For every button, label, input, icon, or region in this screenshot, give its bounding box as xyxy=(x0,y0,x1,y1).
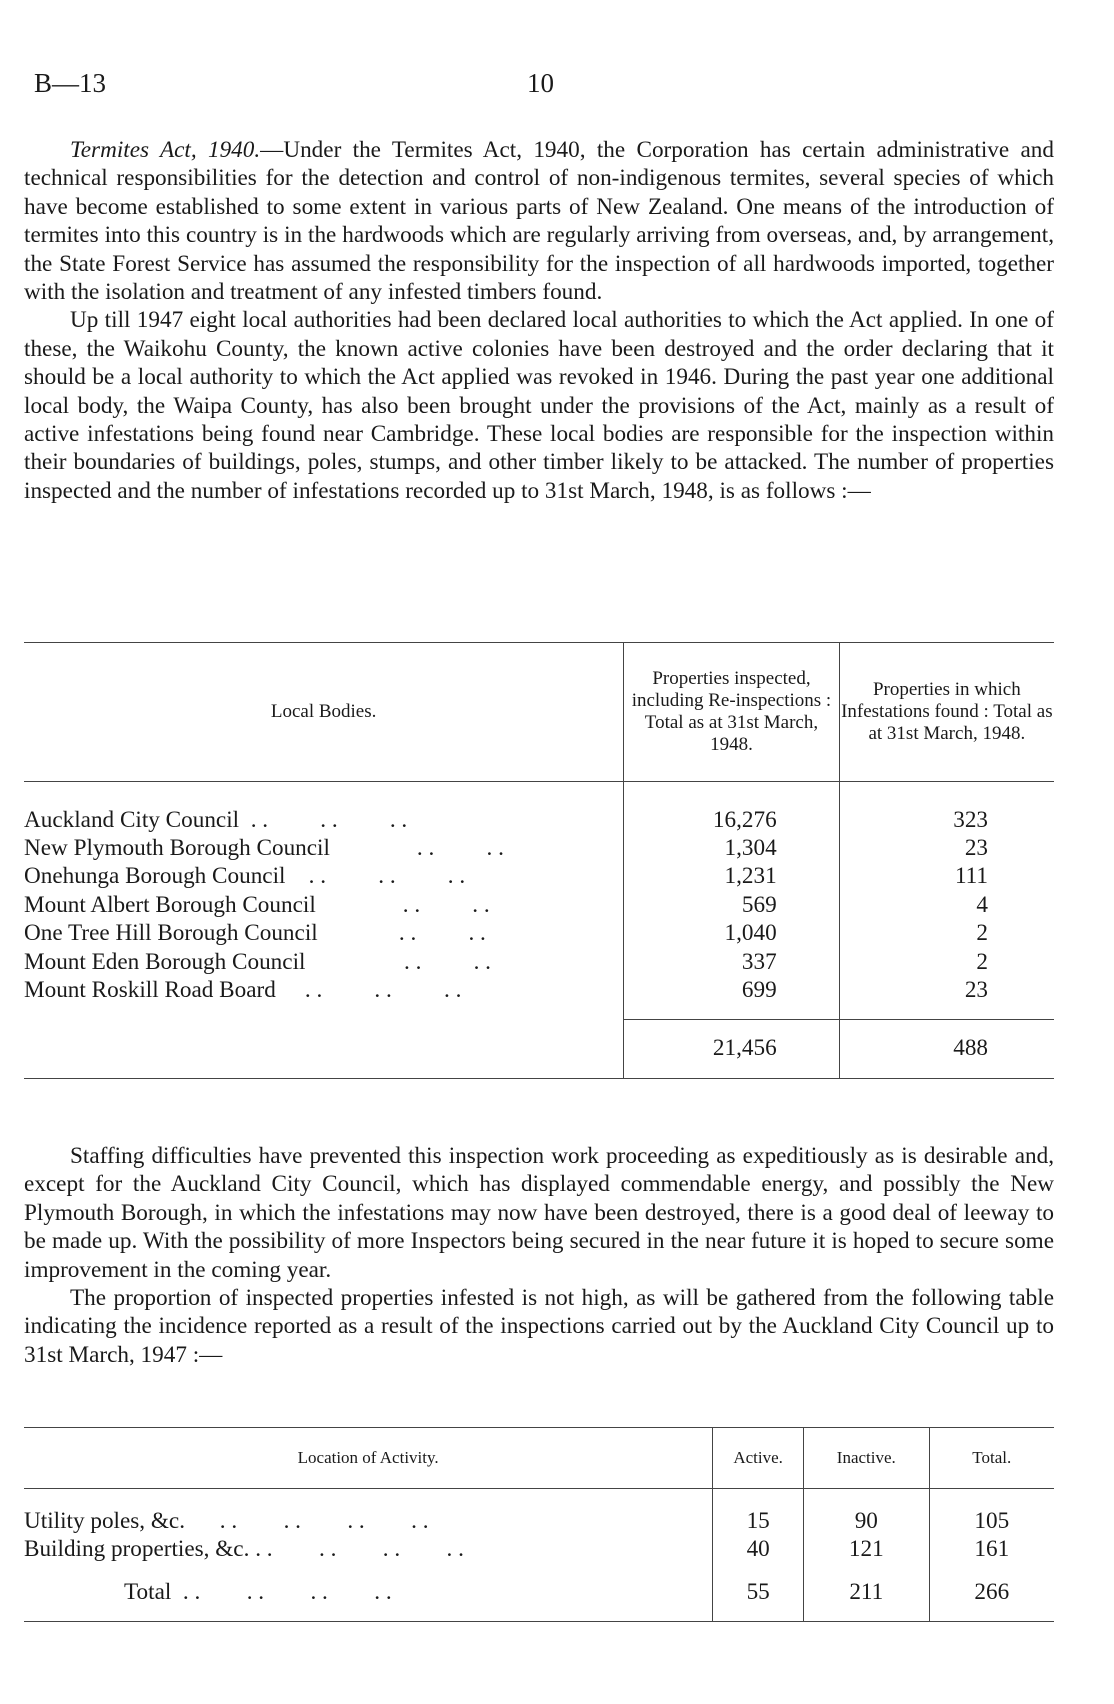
total-value: 105 xyxy=(929,1507,1054,1535)
termites-section xyxy=(24,136,1054,505)
active-value: 15 xyxy=(713,1507,804,1535)
col-header-active: Active. xyxy=(713,1428,804,1489)
total-active: 55 xyxy=(713,1563,804,1622)
table-row xyxy=(24,1507,1054,1535)
total-infestations: 488 xyxy=(839,1019,1054,1078)
local-bodies-table xyxy=(24,642,1054,1079)
inspected-value: 337 xyxy=(624,948,839,976)
inspected-value: 1,040 xyxy=(624,920,839,948)
infestations-value: 23 xyxy=(964,977,988,1004)
infestations-value: 323 xyxy=(953,806,988,833)
total-label: Total xyxy=(124,1578,172,1605)
total-inactive: 211 xyxy=(804,1563,930,1622)
totals-row xyxy=(24,1563,1054,1622)
dot-leader: . . . . xyxy=(305,948,491,975)
infestations-value: 2 xyxy=(976,948,988,975)
infestations-value: 4 xyxy=(976,891,988,918)
table-row xyxy=(24,1535,1054,1563)
termites-paragraph-1: Termites Act, 1940.—Under the Termites Act, 1940, the Corporation has certain administrative and technical responsibilities for the detection and control of non-indigenous termites, several species of which have become established to some extent in various parts of New Zealand. One means of the introduction of termites into this country is in the hardwoods which are regularly arriving from overseas, and, by arrangement, the State Forest Service has assumed the responsibility for the inspection of all hardwoods imported, together with the isolation and treatment of any infested timbers found. xyxy=(24,137,1054,306)
location-name: Utility poles, &c. xyxy=(24,1507,186,1534)
dot-leader: . . . . xyxy=(317,920,486,947)
location-name: Building properties, &c. xyxy=(24,1535,250,1562)
table-row xyxy=(24,806,1054,834)
dot-leader: . . . . . . xyxy=(275,977,462,1004)
total-value: 161 xyxy=(929,1535,1054,1563)
col-header-inactive: Inactive. xyxy=(804,1428,930,1489)
local-body-name: Mount Eden Borough Council xyxy=(24,948,306,975)
local-body-name: New Plymouth Borough Council xyxy=(24,835,330,862)
dot-leader: . . . . . . . . xyxy=(185,1507,429,1534)
col-header-local-bodies: Local Bodies. xyxy=(24,643,624,782)
totals-row xyxy=(24,1019,1054,1078)
col-header-location: Location of Activity. xyxy=(24,1428,713,1489)
dot-leader: . . . . xyxy=(315,891,490,918)
termites-paragraph-2: Up till 1947 eight local authorities had been declared local authorities to which the Act applied. In one of these, the Waikohu County, the known active colonies have been destroyed and the order declaring that it should be a local authority to which the Act applied was revoked in 1946. During the past year one additional local body, the Waipa County, has also been brought under the provisions of the Act, mainly as a result of active infestations being found near Cambridge. These local bodies are responsible for the inspection within their boundaries of buildings, poles, stumps, and other timber likely to be attacked. The number of properties inspected and the number of infestations recorded up to 31st March, 1948, is as follows :— xyxy=(24,307,1054,504)
infestations-value: 23 xyxy=(964,835,988,862)
activity-table xyxy=(24,1427,1054,1622)
total-inspected: 21,456 xyxy=(624,1019,839,1078)
inactive-value: 90 xyxy=(804,1507,930,1535)
proportion-paragraph: The proportion of inspected properties infested is not high, as will be gathered from the following table indicating the incidence reported as a result of the inspections carried out by the Auckland City Council up to 31st March, 1947 :— xyxy=(24,1285,1054,1368)
active-value: 40 xyxy=(713,1535,804,1563)
page-number: 10 xyxy=(527,68,554,98)
inspected-value: 569 xyxy=(624,891,839,919)
table-row xyxy=(24,891,1054,919)
dot-leader: . . . . . . xyxy=(285,863,466,890)
table-row xyxy=(24,920,1054,948)
inspected-value: 1,304 xyxy=(624,834,839,862)
dot-leader: . . . . . . xyxy=(239,806,408,833)
dot-leader: . . . . xyxy=(329,835,504,862)
inspected-value: 16,276 xyxy=(624,806,839,834)
col-header-infested: Properties in which Infestations found : Total as at 31st March, 1948. xyxy=(839,643,1054,782)
table-row xyxy=(24,834,1054,862)
section-title: Termites Act, 1940. xyxy=(70,137,261,163)
report-reference: B—13 xyxy=(34,68,107,98)
infestations-value: 111 xyxy=(954,863,988,890)
inactive-value: 121 xyxy=(804,1535,930,1563)
col-header-total: Total. xyxy=(929,1428,1054,1489)
inspected-value: 699 xyxy=(624,976,839,1004)
dot-leader: . . . . . . . . xyxy=(249,1535,464,1562)
table-row xyxy=(24,948,1054,976)
table-row xyxy=(24,976,1054,1004)
col-header-inspected: Properties inspected, including Re-inspections : Total as at 31st March, 1948. xyxy=(624,643,839,782)
dot-leader: . . . . . . . . xyxy=(171,1578,392,1605)
inspected-value: 1,231 xyxy=(624,863,839,891)
local-body-name: Auckland City Council xyxy=(24,806,240,833)
local-body-name: One Tree Hill Borough Council xyxy=(24,920,318,947)
table-row xyxy=(24,863,1054,891)
staffing-section xyxy=(24,1142,1054,1369)
local-body-name: Mount Albert Borough Council xyxy=(24,891,316,918)
page-header xyxy=(0,68,1114,102)
local-body-name: Onehunga Borough Council xyxy=(24,863,286,890)
staffing-paragraph: Staffing difficulties have prevented this inspection work proceeding as expeditiously as is desirable and, except for the Auckland City Council, which has displayed commendable energy, and possibly the New Plymouth Borough, in which the infestations may now have been destroyed, there is a good deal of leeway to be made up. With the possibility of more Inspectors being secured in the near future it is hoped to secure some improvement in the coming year. xyxy=(24,1143,1054,1283)
total-total: 266 xyxy=(929,1563,1054,1622)
infestations-value: 2 xyxy=(976,920,988,947)
local-body-name: Mount Roskill Road Board xyxy=(24,977,276,1004)
